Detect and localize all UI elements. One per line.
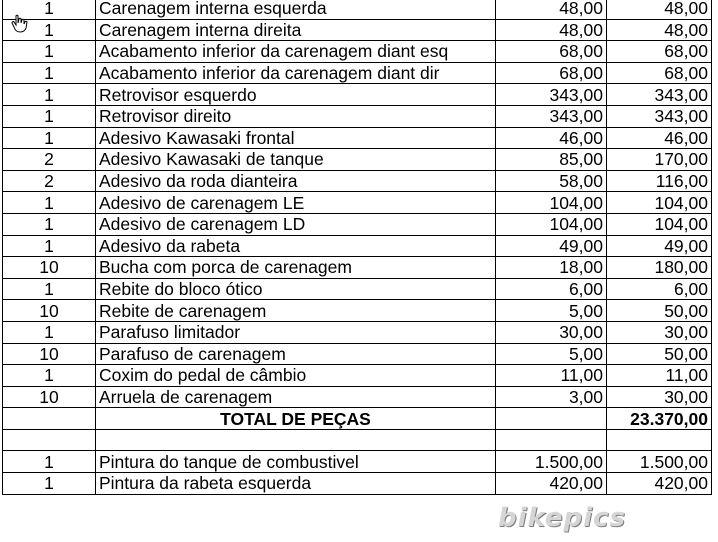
line-total-cell[interactable]: 104,00 xyxy=(607,192,712,214)
unit-price-cell[interactable]: 46,00 xyxy=(496,127,607,149)
description-cell[interactable]: Adesivo de carenagem LD xyxy=(96,213,496,235)
description-cell[interactable]: Pintura da rabeta esquerda xyxy=(96,473,496,495)
line-total-cell[interactable]: 180,00 xyxy=(607,257,712,279)
table-row xyxy=(3,213,712,235)
table-row xyxy=(3,278,712,300)
line-total-cell[interactable]: 170,00 xyxy=(607,149,712,171)
line-total-cell[interactable]: 68,00 xyxy=(607,62,712,84)
line-total-cell[interactable]: 50,00 xyxy=(607,343,712,365)
qty-cell[interactable]: 1 xyxy=(3,127,96,149)
table-row xyxy=(3,41,712,63)
description-cell[interactable]: Coxim do pedal de câmbio xyxy=(96,365,496,387)
table-row xyxy=(3,235,712,257)
line-total-cell[interactable] xyxy=(607,429,712,451)
unit-price-cell[interactable]: 58,00 xyxy=(496,170,607,192)
table-row xyxy=(3,386,712,408)
table-row xyxy=(3,257,712,279)
unit-price-cell[interactable] xyxy=(496,408,607,430)
description-cell[interactable]: Retrovisor esquerdo xyxy=(96,84,496,106)
qty-cell[interactable]: 10 xyxy=(3,257,96,279)
qty-cell[interactable]: 1 xyxy=(3,84,96,106)
unit-price-cell[interactable]: 5,00 xyxy=(496,300,607,322)
unit-price-cell[interactable]: 3,00 xyxy=(496,386,607,408)
description-cell[interactable]: Acabamento inferior da carenagem diant esq xyxy=(96,41,496,63)
qty-cell[interactable]: 1 xyxy=(3,62,96,84)
table-row xyxy=(3,170,712,192)
description-cell[interactable]: Pintura do tanque de combustivel xyxy=(96,451,496,473)
qty-cell[interactable]: 1 xyxy=(3,451,96,473)
unit-price-cell[interactable]: 85,00 xyxy=(496,149,607,171)
unit-price-cell[interactable]: 343,00 xyxy=(496,105,607,127)
qty-cell[interactable]: 2 xyxy=(3,149,96,171)
qty-cell[interactable]: 1 xyxy=(3,41,96,63)
unit-price-cell[interactable]: 30,00 xyxy=(496,321,607,343)
description-cell[interactable]: Arruela de carenagem xyxy=(96,386,496,408)
description-cell[interactable]: Adesivo Kawasaki frontal xyxy=(96,127,496,149)
line-total-cell[interactable]: 49,00 xyxy=(607,235,712,257)
table-row xyxy=(3,0,712,19)
watermark-logo: bikepics xyxy=(498,503,626,533)
table-row xyxy=(3,365,712,387)
table-row xyxy=(3,473,712,495)
unit-price-cell[interactable]: 5,00 xyxy=(496,343,607,365)
description-cell[interactable]: Acabamento inferior da carenagem diant dir xyxy=(96,62,496,84)
qty-cell[interactable]: 1 xyxy=(3,321,96,343)
unit-price-cell[interactable]: 11,00 xyxy=(496,365,607,387)
description-cell[interactable]: Rebite do bloco ótico xyxy=(96,278,496,300)
hand-cursor-icon xyxy=(10,14,30,34)
total-row xyxy=(3,408,712,430)
unit-price-cell[interactable]: 104,00 xyxy=(496,192,607,214)
line-total-cell[interactable]: 420,00 xyxy=(607,473,712,495)
table-row xyxy=(3,300,712,322)
line-total-cell[interactable]: 30,00 xyxy=(607,321,712,343)
table-row xyxy=(3,105,712,127)
description-cell[interactable]: Carenagem interna direita xyxy=(96,19,496,41)
total-label[interactable]: TOTAL DE PEÇAS xyxy=(96,408,496,430)
description-cell[interactable]: Carenagem interna esquerda xyxy=(96,0,496,19)
description-cell[interactable]: Adesivo da rabeta xyxy=(96,235,496,257)
description-cell[interactable]: Adesivo de carenagem LE xyxy=(96,192,496,214)
line-total-cell[interactable]: 104,00 xyxy=(607,213,712,235)
table-row xyxy=(3,192,712,214)
unit-price-cell[interactable]: 343,00 xyxy=(496,84,607,106)
qty-cell[interactable]: 1 xyxy=(3,105,96,127)
unit-price-cell[interactable]: 104,00 xyxy=(496,213,607,235)
qty-cell[interactable]: 1 xyxy=(3,365,96,387)
qty-cell[interactable]: 1 xyxy=(3,0,96,19)
qty-cell[interactable]: 1 xyxy=(3,473,96,495)
table-row xyxy=(3,321,712,343)
qty-cell[interactable]: 10 xyxy=(3,386,96,408)
qty-cell[interactable]: 1 xyxy=(3,19,96,41)
qty-cell[interactable]: 1 xyxy=(3,278,96,300)
qty-cell[interactable]: 2 xyxy=(3,170,96,192)
table-row xyxy=(3,343,712,365)
unit-price-cell[interactable]: 68,00 xyxy=(496,41,607,63)
unit-price-cell[interactable] xyxy=(496,429,607,451)
description-cell[interactable]: Adesivo Kawasaki de tanque xyxy=(96,149,496,171)
line-total-cell[interactable]: 48,00 xyxy=(607,19,712,41)
unit-price-cell[interactable]: 49,00 xyxy=(496,235,607,257)
description-cell[interactable]: Parafuso limitador xyxy=(96,321,496,343)
table-row xyxy=(3,149,712,171)
qty-cell[interactable] xyxy=(3,408,96,430)
line-total-cell[interactable]: 46,00 xyxy=(607,127,712,149)
line-total-cell[interactable]: 50,00 xyxy=(607,300,712,322)
parts-spreadsheet xyxy=(2,0,712,495)
table-row xyxy=(3,19,712,41)
line-total-cell[interactable]: 68,00 xyxy=(607,41,712,63)
line-total-cell[interactable]: 116,00 xyxy=(607,170,712,192)
line-total-cell[interactable]: 343,00 xyxy=(607,105,712,127)
line-total-cell[interactable]: 30,00 xyxy=(607,386,712,408)
table-row xyxy=(3,127,712,149)
line-total-cell[interactable]: 48,00 xyxy=(607,0,712,19)
qty-cell[interactable] xyxy=(3,429,96,451)
line-total-cell[interactable]: 11,00 xyxy=(607,365,712,387)
description-cell[interactable]: Parafuso de carenagem xyxy=(96,343,496,365)
unit-price-cell[interactable]: 6,00 xyxy=(496,278,607,300)
total-value[interactable]: 23.370,00 xyxy=(607,408,712,430)
qty-cell[interactable]: 1 xyxy=(3,235,96,257)
description-cell[interactable]: Rebite de carenagem xyxy=(96,300,496,322)
qty-cell[interactable]: 10 xyxy=(3,343,96,365)
description-cell[interactable]: Bucha com porca de carenagem xyxy=(96,257,496,279)
description-cell[interactable] xyxy=(96,429,496,451)
unit-price-cell[interactable]: 48,00 xyxy=(496,0,607,19)
description-cell[interactable]: Retrovisor direito xyxy=(96,105,496,127)
line-total-cell[interactable]: 343,00 xyxy=(607,84,712,106)
table-row xyxy=(3,451,712,473)
table-row xyxy=(3,84,712,106)
unit-price-cell[interactable]: 420,00 xyxy=(496,473,607,495)
qty-cell[interactable]: 1 xyxy=(3,213,96,235)
table-row xyxy=(3,62,712,84)
qty-cell[interactable]: 10 xyxy=(3,300,96,322)
qty-cell[interactable]: 1 xyxy=(3,192,96,214)
unit-price-cell[interactable]: 18,00 xyxy=(496,257,607,279)
unit-price-cell[interactable]: 1.500,00 xyxy=(496,451,607,473)
unit-price-cell[interactable]: 68,00 xyxy=(496,62,607,84)
line-total-cell[interactable]: 1.500,00 xyxy=(607,451,712,473)
unit-price-cell[interactable]: 48,00 xyxy=(496,19,607,41)
line-total-cell[interactable]: 6,00 xyxy=(607,278,712,300)
description-cell[interactable]: Adesivo da roda dianteira xyxy=(96,170,496,192)
empty-row xyxy=(3,429,712,451)
